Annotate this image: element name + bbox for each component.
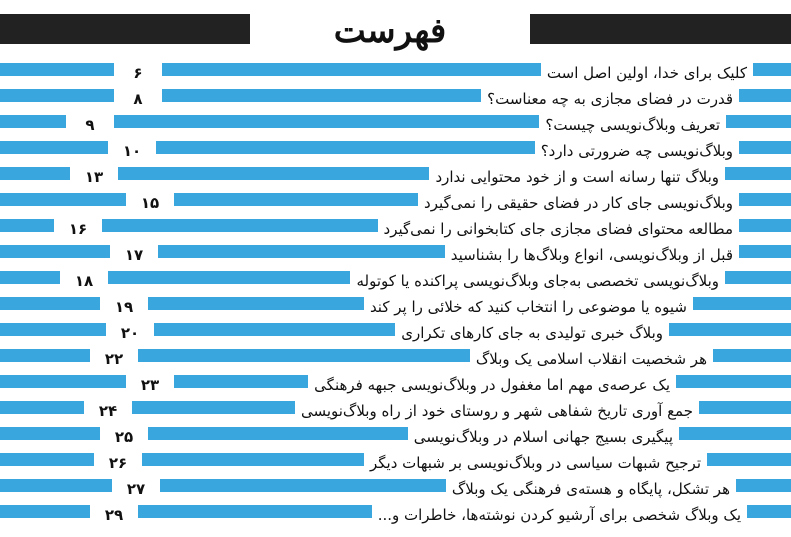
toc-row xyxy=(0,216,791,242)
toc-entry-page: ۸ xyxy=(114,86,162,112)
toc-entry-title: وبلاگ‌نویسی چه ضرورتی دارد؟ xyxy=(535,138,739,164)
toc-entry-page: ۶ xyxy=(114,60,162,86)
toc-entry-title: هر شخصیت انقلاب اسلامی یک وبلاگ xyxy=(470,346,713,372)
toc-entry-title: شیوه یا موضوعی را انتخاب کنید که خلائی را پر کند xyxy=(364,294,693,320)
toc-row xyxy=(0,86,791,112)
toc-entry-title: قدرت در فضای مجازی به چه معناست؟ xyxy=(481,86,739,112)
toc-entry-title: وبلاگ خبری تولیدی به جای کارهای تکراری xyxy=(395,320,669,346)
header-bar-left xyxy=(0,14,250,44)
toc-row xyxy=(0,112,791,138)
toc-entry-title: ترجیح شبهات سیاسی در وبلاگ‌نویسی بر شبهات دیگر xyxy=(364,450,707,476)
toc-row xyxy=(0,398,791,424)
toc-entry-title: یک وبلاگ شخصی برای آرشیو کردن نوشته‌ها، خاطرات و... xyxy=(372,502,747,528)
toc-row xyxy=(0,60,791,86)
toc-header xyxy=(0,0,791,62)
toc-entry-page: ۲۶ xyxy=(94,450,142,476)
toc-row xyxy=(0,138,791,164)
toc-entry-page: ۲۹ xyxy=(90,502,138,528)
toc-entry-page: ۲۷ xyxy=(112,476,160,502)
toc-entry-title: وبلاگ‌نویسی تخصصی به‌جای وبلاگ‌نویسی پراکنده یا کوتوله xyxy=(350,268,725,294)
toc-entry-page: ۹ xyxy=(66,112,114,138)
toc-entry-title: تعریف وبلاگ‌نویسی چیست؟ xyxy=(539,112,726,138)
toc-entry-page: ۲۳ xyxy=(126,372,174,398)
toc-entry-title: وبلاگ تنها رسانه است و از خود محتوایی ندارد xyxy=(429,164,725,190)
toc-row xyxy=(0,242,791,268)
toc-entry-title: قبل از وبلاگ‌نویسی، انواع وبلاگ‌ها را بشناسید xyxy=(445,242,739,268)
toc-entry-title: یک عرصه‌ی مهم اما مغفول در وبلاگ‌نویسی جبهه فرهنگی xyxy=(308,372,676,398)
toc-row xyxy=(0,476,791,502)
toc-entry-page: ۱۶ xyxy=(54,216,102,242)
toc-entry-page: ۱۳ xyxy=(70,164,118,190)
toc-entry-page: ۲۰ xyxy=(106,320,154,346)
toc-entry-title: مطالعه محتوای فضای مجازی جای کتابخوانی را نمی‌گیرد xyxy=(378,216,739,242)
toc-row xyxy=(0,450,791,476)
toc-entry-title: هر تشکل، پایگاه و هسته‌ی فرهنگی یک وبلاگ xyxy=(446,476,736,502)
toc-row xyxy=(0,320,791,346)
toc-entry-page: ۱۷ xyxy=(110,242,158,268)
toc-entry-title: جمع آوری تاریخ شفاهی شهر و روستای خود از راه وبلاگ‌نویسی xyxy=(295,398,699,424)
toc-row xyxy=(0,424,791,450)
toc-entry-page: ۱۹ xyxy=(100,294,148,320)
page-title: فهرست xyxy=(333,11,447,51)
header-bar-right xyxy=(530,14,791,44)
toc-entry-page: ۲۲ xyxy=(90,346,138,372)
toc-entry-page: ۱۰ xyxy=(108,138,156,164)
toc-entry-page: ۱۸ xyxy=(60,268,108,294)
toc-row xyxy=(0,294,791,320)
toc-entry-page: ۲۴ xyxy=(84,398,132,424)
toc-row xyxy=(0,372,791,398)
toc-entry-page: ۱۵ xyxy=(126,190,174,216)
toc-entry-title: پیگیری بسیج جهانی اسلام در وبلاگ‌نویسی xyxy=(408,424,679,450)
toc-entry-title: وبلاگ‌نویسی جای کار در فضای حقیقی را نمی‌گیرد xyxy=(418,190,739,216)
toc-row xyxy=(0,164,791,190)
toc-entry-title: کلیک برای خدا، اولین اصل است xyxy=(541,60,753,86)
toc-entry-page: ۲۵ xyxy=(100,424,148,450)
toc-row xyxy=(0,502,791,528)
toc-row xyxy=(0,346,791,372)
toc-row xyxy=(0,190,791,216)
toc-row xyxy=(0,268,791,294)
